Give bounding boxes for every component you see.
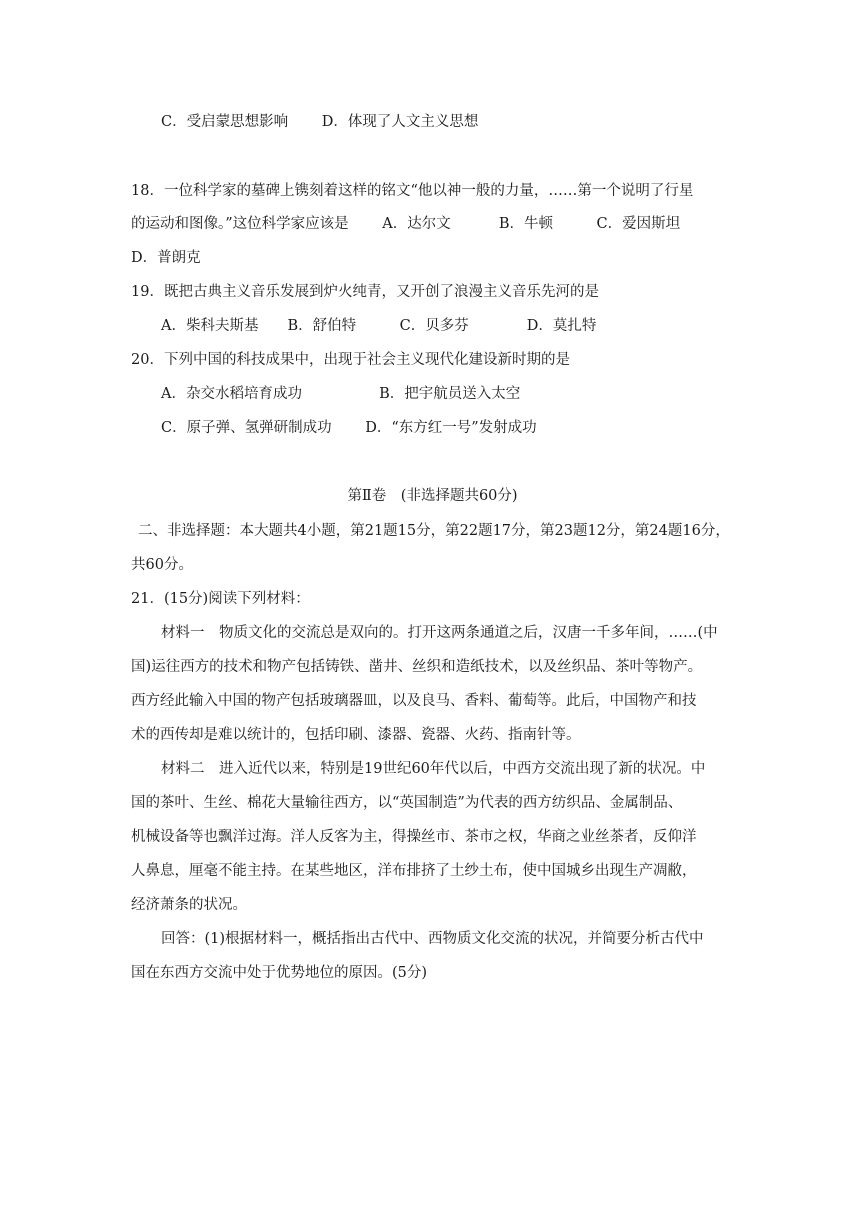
q21-material1-line4: 术的西传却是难以统计的，包括印刷、漆器、瓷器、火药、指南针等。 <box>131 727 581 743</box>
section2-title: 第Ⅱ卷 (非选择题共60分) <box>347 488 518 504</box>
section2-intro-line1: 二、非选择题：本大题共4小题，第21题15分，第22题17分，第23题12分，第24题16分， <box>138 523 730 539</box>
q21-material2-line5: 经济萧条的状况。 <box>131 897 247 913</box>
q18-stem-line1: 18．一位科学家的墓碑上镌刻着这样的铭文“他以神一般的力量，……第一个说明了行星 <box>131 183 694 199</box>
section2-intro-line2: 共60分。 <box>131 557 193 573</box>
q21-question-line2: 国在东西方交流中处于优势地位的原因。(5分) <box>131 965 428 981</box>
q21-material1-line3: 西方经此输入中国的物产包括玻璃器皿，以及良马、香料、葡萄等。此后，中国物产和技 <box>131 693 697 709</box>
q21-material2-line1: 材料二 进入近代以来，特别是19世纪60年代以后，中西方交流出现了新的状况。中 <box>161 761 706 777</box>
q20-stem: 20．下列中国的科技成果中，出现于社会主义现代化建设新时期的是 <box>131 352 570 368</box>
q21-question-line1: 回答：(1)根据材料一，概括指出古代中、西物质文化交流的状况，并简要分析古代中 <box>161 931 704 947</box>
q20-options-cd: C．原子弹、氢弹研制成功 D．“东方红一号”发射成功 <box>161 420 537 436</box>
q19-options: A．柴科夫斯基 B．舒伯特 C．贝多芬 D．莫扎特 <box>161 318 597 334</box>
q21-material2-line2: 国的茶叶、生丝、棉花大量输往西方，以“英国制造”为代表的西方纺织品、金属制品、 <box>131 795 683 811</box>
q21-material2-line3: 机械设备等也飘洋过海。洋人反客为主，得操丝市、茶市之权，华商之业丝茶者，反仰洋 <box>131 829 697 845</box>
q18-option-d: D．普朗克 <box>131 250 201 266</box>
q21-material1-line1: 材料一 物质文化的交流总是双向的。打开这两条通道之后，汉唐一千多年间，……(中 <box>161 625 718 641</box>
q21-material2-line4: 人鼻息，厘毫不能主持。在某些地区，洋布排挤了土纱土布，使中国城乡出现生产凋敝， <box>131 863 697 879</box>
q21-material1-line2: 国)运往西方的技术和物产包括铸铁、凿井、丝织和造纸技术，以及丝织品、茶叶等物产。 <box>131 659 703 675</box>
q20-options-ab: A．杂交水稻培育成功 B．把宇航员送入太空 <box>161 386 521 402</box>
q17-options-cd: C．受启蒙思想影响 D．体现了人文主义思想 <box>161 114 479 130</box>
q21-stem: 21．(15分)阅读下列材料： <box>131 591 310 607</box>
q19-stem: 19．既把古典主义音乐发展到炉火纯青，又开创了浪漫主义音乐先河的是 <box>131 284 599 300</box>
q18-stem-line2: 的运动和图像。”这位科学家应该是 A．达尔文 B．牛顿 C．爱因斯坦 <box>131 216 681 232</box>
